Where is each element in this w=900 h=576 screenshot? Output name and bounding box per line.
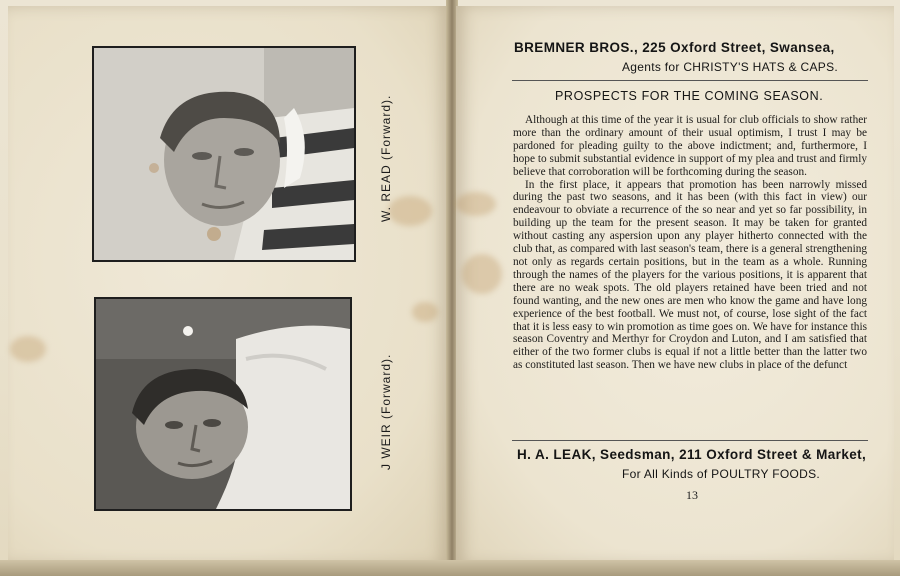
stain-mark <box>10 336 46 362</box>
stain-mark <box>412 302 438 322</box>
article-body <box>513 114 867 372</box>
advert-leak-line1: H. A. LEAK, Seedsman, 211 Oxford Street & Market, <box>517 447 867 462</box>
stain-mark <box>388 196 432 226</box>
divider-rule <box>512 80 868 81</box>
article-paragraph: Although at this time of the year it is usual for club officials to show rather more than the ordinary amount of their usual optimism, I trust I may be pardoned for pleading guilty to the above indictment; and, furthermore, I hope to submit substantial evidence in support of my plea and trust and firmly believe that corroboration will be forthcoming during the season. <box>513 114 867 178</box>
caption-read: W. READ (Forward). <box>379 94 393 222</box>
section-title: PROSPECTS FOR THE COMING SEASON. <box>555 89 824 103</box>
divider-rule <box>512 440 868 441</box>
player-photo-weir <box>94 297 352 511</box>
stain-mark <box>456 192 496 216</box>
caption-weir: J WEIR (Forward). <box>379 353 393 470</box>
advert-leak-line2: For All Kinds of POULTRY FOODS. <box>622 467 821 481</box>
advert-bremner-line1: BREMNER BROS., 225 Oxford Street, Swansea, <box>514 40 835 55</box>
page-number: 13 <box>686 488 698 502</box>
article-paragraph: In the first place, it appears that promotion has been narrowly missed during the past two seasons, and it has been (with this fact in view) our endeavour to obviate a recurrence of the so near and yet so far possibility, in building up the team for the present season. It may be taken for granted without casting any aspersion upon any player hitherto connected with the club that, as compared with last season's team, there is a general strengthening not only as regards certain positions, but in the team as a whole. Running through the names of the players for the various positions, it is apparent that there are no weak spots. The old players retained have been tried and not found wanting, and the new ones are men who know the game and have long experience of the best football. We must not, of course, lose sight of the fact that it is less easy to win promotion as time goes on. We have for instance this season Coventry and Merthyr for Croydon and Luton, and I am satisfied that either of the two former clubs is equal if not a little better than the latter two as constituted last season. Then we have new clubs in place of the defunct <box>513 178 868 372</box>
stain-mark <box>462 254 502 294</box>
portrait-read-image <box>94 48 354 260</box>
portrait-weir-image <box>96 299 350 509</box>
advert-bremner-line2: Agents for CHRISTY'S HATS & CAPS. <box>622 60 839 74</box>
booklet-bottom-edge <box>0 560 900 576</box>
player-photo-read <box>92 46 356 262</box>
